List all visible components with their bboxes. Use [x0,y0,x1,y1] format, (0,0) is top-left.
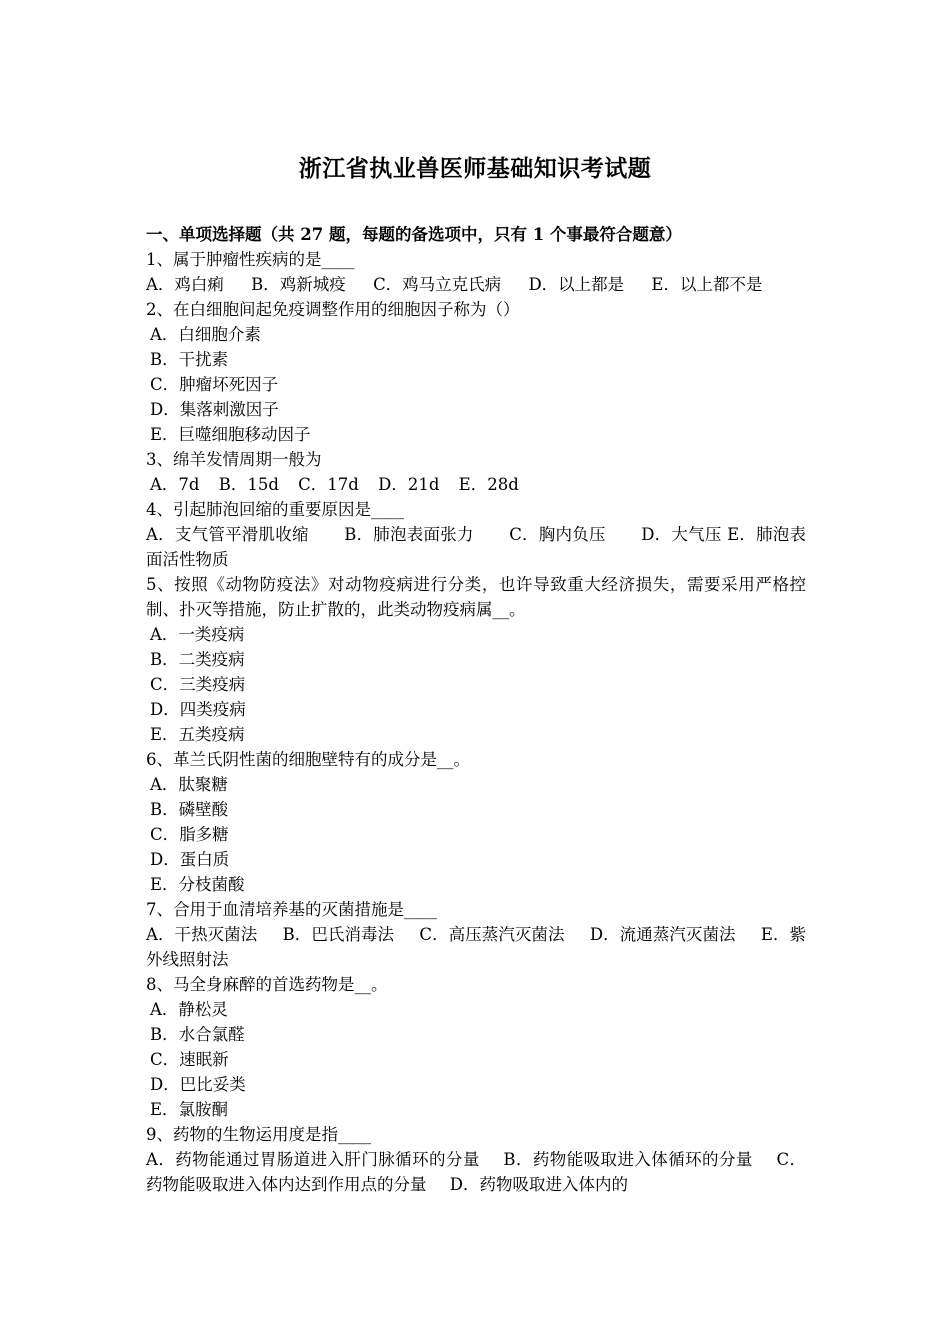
question-stem: 1、属于肿瘤性疾病的是____ [146,250,355,269]
question-stem: 5、按照《动物防疫法》对动物疫病进行分类，也许导致重大经济损失，需要采用严格控制、扑灭等措施，防止扩散的，此类动物疫病属__。 [146,575,806,619]
option: E．巨噬细胞移动因子 [150,425,311,444]
option: E．肺泡表面活性物质 [146,525,807,569]
option: B．磷壁酸 [150,800,229,819]
option: A．肽聚糖 [150,775,228,794]
option: D．21d [378,475,440,494]
option: A．一类疫病 [150,625,245,644]
option: D．四类疫病 [150,700,246,719]
option: C．肿瘤坏死因子 [150,375,279,394]
question-options-inline [146,922,806,972]
option: B．药物能吸取进入体循环的分量 [503,1150,753,1169]
option: C．药物能吸取进入体内达到作用点的分量 [146,1150,807,1194]
question-stem: 8、马全身麻醉的首选药物是__。 [146,975,388,994]
option: C．高压蒸汽灭菌法 [419,925,565,944]
option: B．巴氏消毒法 [282,925,395,944]
option: B．15d [218,475,279,494]
option: C．鸡马立克氏病 [373,275,502,294]
option: E．分枝菌酸 [150,875,245,894]
option: A．鸡白痢 [146,275,224,294]
question-stem: 7、合用于血清培养基的灭菌措施是____ [146,900,437,919]
option: B．水合氯醛 [150,1025,245,1044]
option: C．17d [298,475,359,494]
question-stem: 6、革兰氏阴性菌的细胞壁特有的成分是__。 [146,750,470,769]
option: C．脂多糖 [150,825,229,844]
question-stem: 2、在白细胞间起免疫调整作用的细胞因子称为（） [146,300,520,319]
option: D．以上都是 [528,275,625,294]
option: E．五类疫病 [150,725,245,744]
option: D．流通蒸汽灭菌法 [589,925,736,944]
document-body [146,222,806,1197]
question-stem: 3、绵羊发情周期一般为 [146,450,322,469]
question-options-inline [146,522,806,572]
option: E．28d [458,475,519,494]
option: A．静松灵 [150,1000,228,1019]
question-options-inline [146,472,806,497]
option: B．肺泡表面张力 [344,525,474,544]
option: E．以上都不是 [651,275,763,294]
option: D．蛋白质 [150,850,230,869]
option: B．鸡新城疫 [251,275,346,294]
option: A．干热灭菌法 [146,925,258,944]
option: A．白细胞介素 [150,325,261,344]
option: A．药物能通过胃肠道进入肝门脉循环的分量 [146,1150,480,1169]
option: C．胸内负压 [509,525,606,544]
option: B．干扰素 [150,350,229,369]
option: D．药物吸取进入体内的 [449,1175,628,1194]
option: C．速眠新 [150,1050,229,1069]
option: E．紫外线照射法 [146,925,807,969]
option: E．氯胺酮 [150,1100,229,1119]
option: C．三类疫病 [150,675,246,694]
option: A．7d [150,475,200,494]
option: A．支气管平滑肌收缩 [146,525,309,544]
question-stem: 9、药物的生物运用度是指____ [146,1125,371,1144]
document-title: 浙江省执业兽医师基础知识考试题 [298,155,652,182]
question-options-inline [146,1147,806,1197]
question-options-inline [146,272,806,297]
option: D．大气压 [641,525,722,544]
section-heading: 一、单项选择题（共 27 题，每题的备选项中，只有 1 个事最符合题意） [146,225,682,244]
option: D．巴比妥类 [150,1075,246,1094]
option: B．二类疫病 [150,650,245,669]
question-stem: 4、引起肺泡回缩的重要原因是____ [146,500,404,519]
option: D．集落刺激因子 [150,400,279,419]
